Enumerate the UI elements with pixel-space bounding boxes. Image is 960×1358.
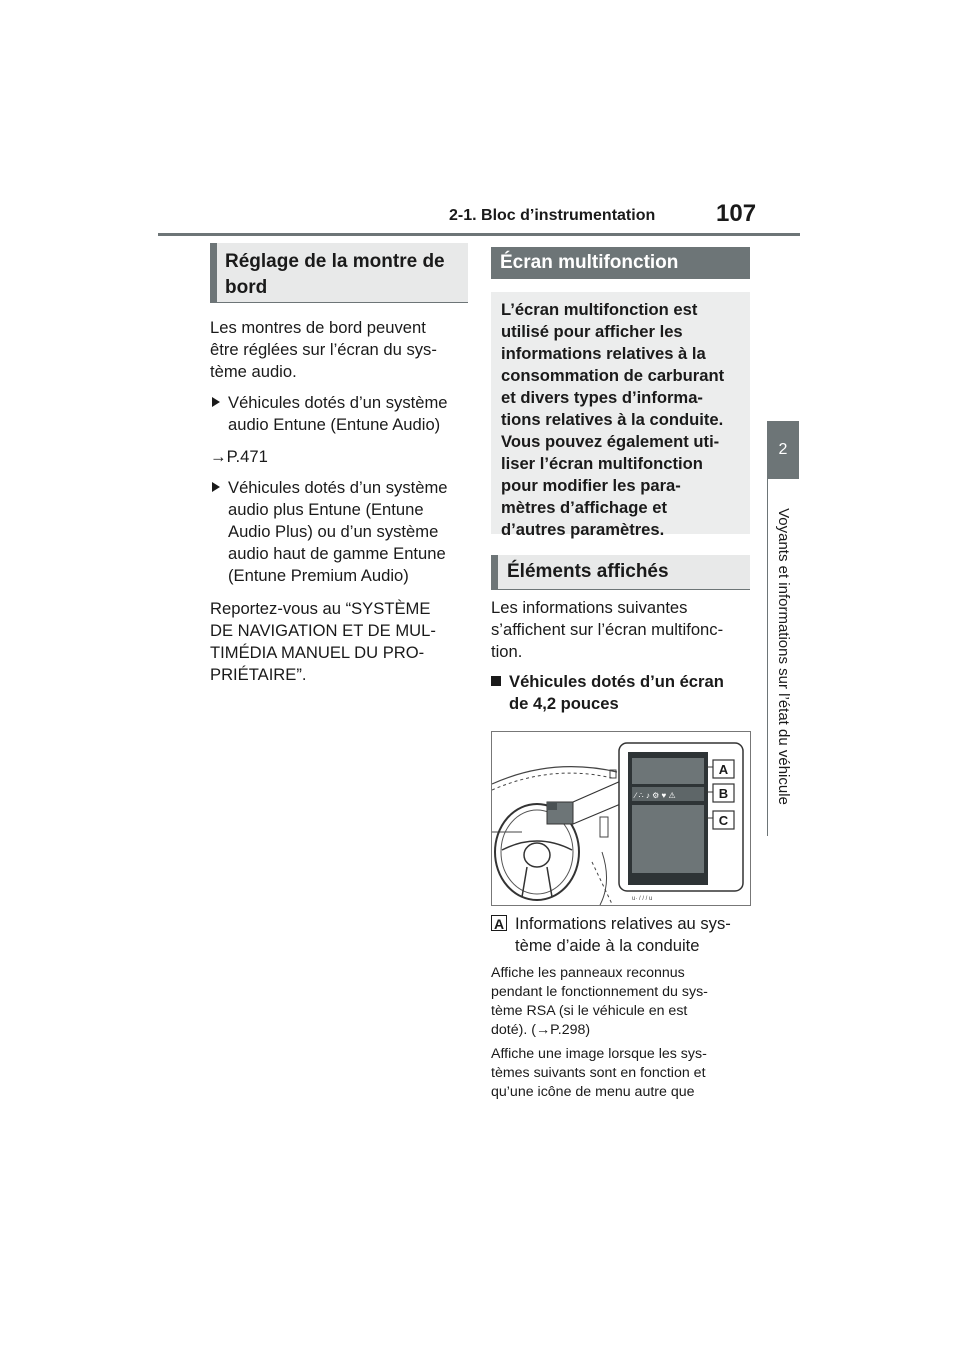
right-column <box>491 247 750 715</box>
header-divider <box>158 233 800 236</box>
bullet-entune-plus: Véhicules dotés d’un système audio plus Entune (Entune Audio Plus) ou d’un système audio haut de gamme Entune (Entune Premium Audio) <box>210 477 468 587</box>
displayed-items-intro: Les informations suivantes s’affichent sur l’écran multifonc- tion. <box>491 598 724 661</box>
callout-c <box>713 811 734 829</box>
triangle-bullet-icon <box>212 482 220 492</box>
page-reference-link[interactable]: P.471 <box>226 447 268 466</box>
multi-info-display-heading: Écran multifonction <box>491 247 750 279</box>
chapter-title: Voyants et informations sur l’état du véhicule <box>774 508 792 805</box>
item-a-marker: A <box>491 915 507 931</box>
item-a-description-2: Affiche une image lorsque les sys- tèmes suivants sont en fonction et qu’une icône de menu autre que <box>491 1046 707 1100</box>
item-a-label <box>491 914 750 955</box>
item-a-description-1: Affiche les panneaux reconnus pendant le fonctionnement du sys- tème RSA (si le véhicule en est doté). (→P.298) <box>491 965 708 1038</box>
instrument-cluster-illustration <box>491 731 751 906</box>
bullet-entune-audio: Véhicules dotés d’un système audio Entune (Entune Audio) <box>210 392 468 436</box>
triangle-bullet-icon <box>212 397 220 407</box>
square-bullet-icon <box>491 676 501 686</box>
clock-section-heading: Réglage de la montre de bord <box>210 243 468 303</box>
svg-text:B: B <box>718 786 729 801</box>
chapter-number: 2 <box>778 441 788 458</box>
item-a-title: Informations relatives au sys- tème d’aide à la conduite <box>515 914 731 955</box>
page-number: 107 <box>716 200 757 227</box>
svg-text:A: A <box>718 762 729 777</box>
subheading-4-2-inch: Véhicules dotés d’un écran de 4,2 pouces <box>491 671 750 715</box>
clock-intro: Les montres de bord peuvent être réglées sur l’écran du sys- tème audio. <box>210 318 437 381</box>
section-title: 2-1. Bloc d’instrumentation <box>449 207 656 224</box>
displayed-items-heading: Éléments affichés <box>491 555 750 590</box>
svg-text:u· / / / u: u· / / / u <box>632 896 653 902</box>
svg-text:∕ ∴ ♪ ⚙ ♥ ⚠: ∕ ∴ ♪ ⚙ ♥ ⚠ <box>635 791 676 800</box>
callout-b <box>713 784 734 802</box>
callout-a <box>713 760 734 778</box>
manual-reference: Reportez-vous au “SYSTÈME DE NAVIGATION ET DE MUL- TIMÉDIA MANUEL DU PRO- PRIÉTAIRE”. <box>210 599 436 684</box>
arrow-icon: → <box>210 447 227 466</box>
svg-text:C: C <box>718 813 729 828</box>
left-column <box>210 243 468 686</box>
page-reference <box>210 446 468 468</box>
multi-info-intro-box: L’écran multifonction est utilisé pour afficher les informations relatives à la consommation de carburant et divers types d’informa- tions relatives à la conduite. Vous pouvez également uti- liser l’écran multifonction pour modifier les para- mètres d’affichage et d’autres paramètres. <box>491 292 750 534</box>
